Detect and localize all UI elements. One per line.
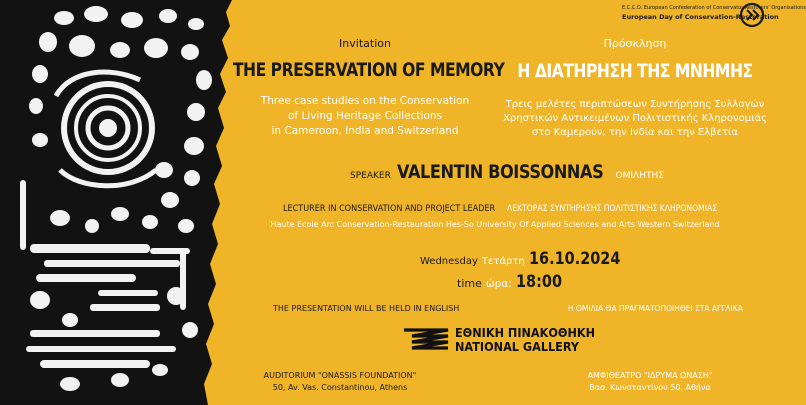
time-value: 18:00 xyxy=(515,272,562,292)
org-line-1: E.C.C.O. European Confederation of Conservator-Restorers' Organisations xyxy=(622,5,806,11)
subtitle-en-line: Three case studies on the Conservation xyxy=(260,95,470,107)
time-label-en: time xyxy=(457,277,482,290)
venue-gr xyxy=(560,370,740,394)
gallery-name-en: NATIONAL GALLERY xyxy=(455,339,580,354)
lecturer-row xyxy=(283,204,740,214)
day-en: Wednesday xyxy=(420,256,478,267)
ecco-logo-icon xyxy=(739,2,765,28)
lecturer-en: LECTURER IN CONSERVATION AND PROJECT LEADER xyxy=(283,204,496,214)
speaker-row xyxy=(350,161,664,183)
time-label-gr: ώρα: xyxy=(485,278,512,290)
speaker-label-gr: ΟΜΙΛΗΤΗΣ xyxy=(615,171,664,181)
language-note-en: THE PRESENTATION WILL BE HELD IN ENGLISH xyxy=(273,304,460,313)
gallery-name-gr: ΕΘΝΙΚΗ ΠΙΝΑΚΟΘΗΚΗ xyxy=(455,325,596,340)
subtitle-en xyxy=(235,94,495,139)
venue-gr-line-2: Βασ. Κωνσταντίνου 50, Αθήνα xyxy=(589,383,711,392)
subtitle-gr xyxy=(500,98,770,140)
speaker-name: VALENTIN BOISSONNAS xyxy=(396,161,604,183)
date-value: 16.10.2024 xyxy=(528,249,621,269)
invitation-gr: Πρόσκληση xyxy=(603,37,667,50)
title-en: THE PRESERVATION OF MEMORY xyxy=(232,59,505,81)
subtitle-en-line: of Living Heritage Collections xyxy=(287,110,443,122)
institution: Haute Ecole Arc Conservation-Restauration Hes-So University Of Applied Sciences and Arts Western Switzerland xyxy=(270,220,720,229)
venue-gr-line-1: ΑΜΦΙΘΕΑΤΡΟ "ΙΔΡΥΜΑ ΩΝΑΣΗ" xyxy=(587,371,713,380)
subtitle-en-line: in Cameroon, India and Switzerland xyxy=(271,125,459,137)
venue-en-line-2: 50, Av. Vas. Constantinou, Athens xyxy=(272,383,408,392)
lecturer-gr: ΛΕΚΤΟΡΑΣ ΣΥΝΤΗΡΗΣΗΣ ΠΟΛΙΤΙΣΤΙΚΗΣ ΚΛΗΡΟΝΟΜΙΑΣ xyxy=(506,204,717,214)
speaker-label-en: SPEAKER xyxy=(350,171,391,181)
title-gr: Η ΔΙΑΤΗΡΗΣΗ ΤΗΣ ΜΝΗΜΗΣ xyxy=(517,60,753,82)
national-gallery-name xyxy=(455,326,611,354)
invitation-en: Invitation xyxy=(339,37,391,50)
national-gallery-logo-icon xyxy=(404,327,450,353)
language-note-gr: Η ΟΜΙΛΙΑ ΘΑ ΠΡΑΓΜΑΤΟΠΟΙΗΘΕΙ ΣΤΑ ΑΓΓΛΙΚΑ xyxy=(568,304,743,313)
subtitle-gr-line: Τρεις μελέτες περιπτώσεων Συντήρησης Συλλογών xyxy=(505,99,765,110)
subtitle-gr-line: Χρηστικών Αντικειμένων Πολιτιστικής Κληρονομιάς xyxy=(503,113,767,124)
venue-en-line-1: AUDITORIUM "ONASSIS FOUNDATION" xyxy=(263,371,417,380)
day-gr: Τετάρτη xyxy=(481,256,525,267)
time-row xyxy=(457,272,570,292)
subtitle-gr-line: στο Καμερούν, την Ινδία και την Ελβετία xyxy=(532,127,738,138)
org-line-2: European Day of Conservation-Restoration xyxy=(622,13,779,21)
venue-en xyxy=(250,370,430,394)
date-row xyxy=(420,249,636,269)
artwork-illustration xyxy=(0,0,235,405)
